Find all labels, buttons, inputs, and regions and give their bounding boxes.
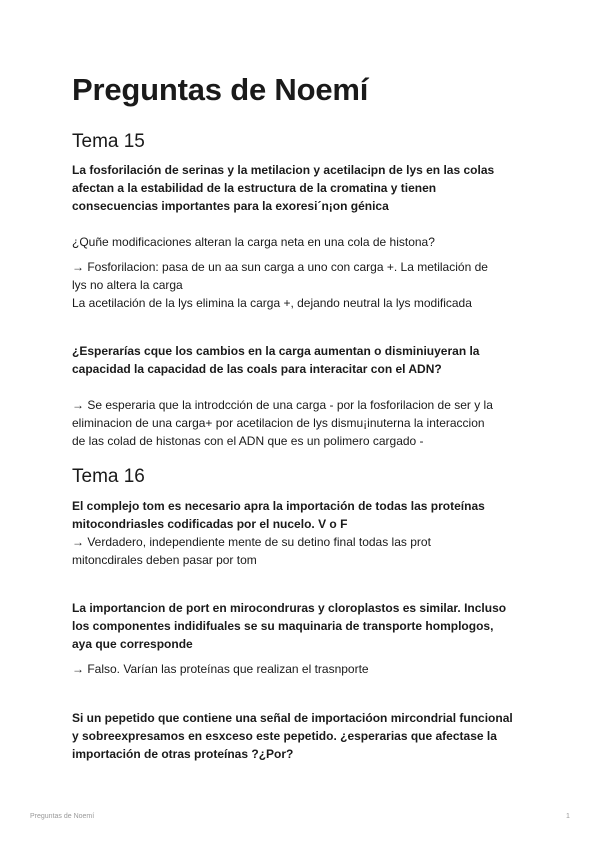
question-line: los componentes indidifuales se su maquinaria de transporte homplogos, (72, 619, 494, 633)
answer-line: mitoncdirales deben pasar por tom (72, 553, 257, 567)
tema16-question-2 (72, 599, 532, 653)
section-heading-tema-15: Tema 15 (72, 131, 145, 152)
section-heading-tema-16: Tema 16 (72, 466, 145, 487)
tema16-question-1 (72, 497, 532, 533)
tema15-statement (72, 161, 532, 215)
answer-line: → Se esperaria que la introdcción de una carga - por la fosforilacion de ser y la (72, 398, 493, 412)
tema15-question-2 (72, 342, 532, 378)
question-line: mitocondriasles codificadas por el nucelo. V o F (72, 517, 348, 531)
footer-page-number: 1 (566, 813, 570, 820)
statement-line: afectan a la estabilidad de la estructura de la cromatina y tienen (72, 181, 437, 195)
question-line: El complejo tom es necesario apra la importación de todas las proteínas (72, 499, 485, 513)
answer-line: de las colad de histonas con el ADN que es un polimero cargado - (72, 434, 424, 448)
tema15-question-1 (72, 233, 532, 251)
tema15-answer-1 (72, 258, 532, 312)
footer-title: Preguntas de Noemí (30, 813, 95, 820)
statement-line: consecuencias importantes para la exoresi´n¡on génica (72, 199, 389, 213)
page-title: Preguntas de Noemí (72, 72, 369, 107)
answer-line: → Verdadero, independiente mente de su detino final todas las prot (72, 535, 431, 549)
statement-line: La fosforilación de serinas y la metilacion y acetilacipn de lys en las colas (72, 163, 495, 177)
question-line: Si un pepetido que contiene una señal de importacióon mircondrial funcional (72, 711, 513, 725)
question-line: capacidad la capacidad de las coals para interacitar con el ADN? (72, 362, 442, 376)
answer-line: → Fosforilacion: pasa de un aa sun carga a uno con carga +. La metilación de (72, 260, 488, 274)
question-line: aya que corresponde (72, 637, 193, 651)
question-line: y sobreexpresamos en esxceso este pepetido. ¿esperarias que afectase la (72, 729, 497, 743)
tema16-answer-2 (72, 660, 532, 678)
question-line: La importancion de port en mirocondruras y cloroplastos es similar. Incluso (72, 601, 507, 615)
tema16-answer-1 (72, 533, 532, 569)
question-line: importación de otras proteínas ?¿Por? (72, 747, 294, 761)
answer-line: eliminacion de una carga+ por acetilacion de lys dismu¡inuterna la interaccion (72, 416, 485, 430)
answer-line: La acetilación de la lys elimina la carga +, dejando neutral la lys modificada (72, 296, 472, 310)
question-line: ¿Quñe modificaciones alteran la carga neta en una cola de histona? (72, 235, 435, 249)
tema15-answer-2 (72, 396, 532, 450)
tema16-question-3 (72, 709, 532, 763)
answer-line: → Falso. Varían las proteínas que realizan el trasnporte (72, 662, 369, 676)
answer-line: lys no altera la carga (72, 278, 183, 292)
question-line: ¿Esperarías cque los cambios en la carga aumentan o disminiuyeran la (72, 344, 480, 358)
